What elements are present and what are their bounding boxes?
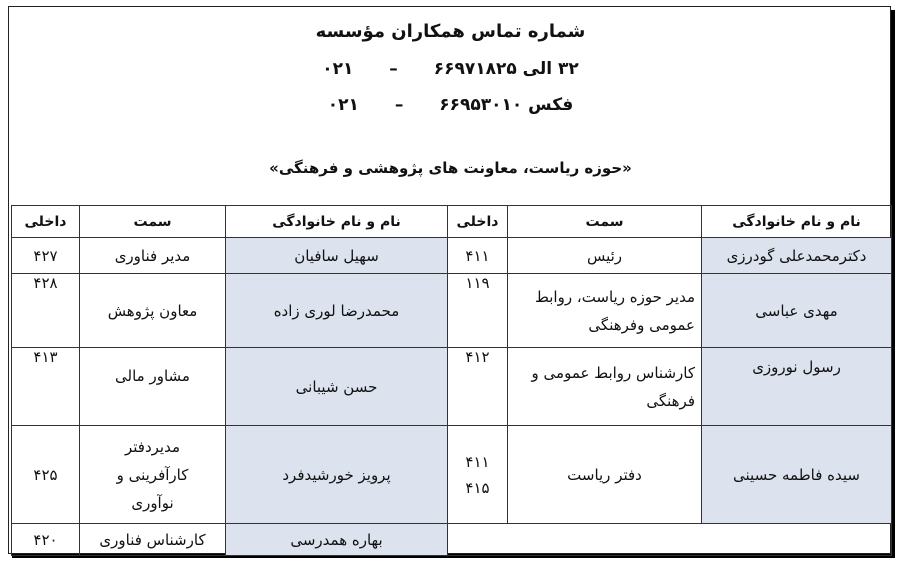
table-row: [12, 524, 892, 556]
contact-ext: ۴۱۳: [12, 348, 80, 426]
empty-cell: [448, 524, 892, 556]
contact-name: دکترمحمدعلی گودرزی: [702, 238, 892, 274]
contact-name: سیده فاطمه حسینی: [702, 426, 892, 524]
col-header-name: نام و نام خانوادگی: [702, 206, 892, 238]
contact-ext: ۴۲۷: [12, 238, 80, 274]
contact-position: دفتر ریاست: [508, 426, 702, 524]
contact-position: کارشناس فناوری: [80, 524, 226, 556]
contact-ext: [448, 426, 508, 524]
contact-ext: ۴۲۸: [12, 274, 80, 348]
contact-position: کارشناس روابط عمومی و فرهنگی: [508, 348, 702, 426]
contact-ext: ۴۲۰: [12, 524, 80, 556]
contacts-table: [11, 205, 892, 556]
contact-position: مدیر فناوری: [80, 238, 226, 274]
contact-name: رسول نوروزی: [702, 348, 892, 426]
contact-ext: ۴۱۲: [448, 348, 508, 426]
col-header-ext: داخلی: [448, 206, 508, 238]
contact-position: مدیردفتر کارآفرینی و نوآوری: [80, 426, 226, 524]
col-header-name: نام و نام خانوادگی: [226, 206, 448, 238]
contact-position: معاون پژوهش: [80, 274, 226, 348]
contact-ext-secondary: ۴۱۵: [465, 478, 490, 497]
contact-name: سهیل سافیان: [226, 238, 448, 274]
contact-ext: ۴۱۱: [448, 238, 508, 274]
contact-name: مهدی عباسی: [702, 274, 892, 348]
page-title: شماره تماس همکاران مؤسسه: [315, 21, 586, 42]
contact-name: محمدرضا لوری زاده: [226, 274, 448, 348]
col-header-ext: داخلی: [12, 206, 80, 238]
table-header-row: [12, 206, 892, 238]
table-row: [12, 274, 892, 348]
phone-line: [9, 59, 892, 79]
fax-dash: –: [394, 95, 404, 115]
col-header-position: سمت: [80, 206, 226, 238]
contact-position: مشاور مالی: [80, 348, 226, 426]
contact-ext: ۱۱۹: [448, 274, 508, 348]
section-title: «حوزه ریاست، معاونت های پژوهشی و فرهنگی»: [269, 159, 632, 177]
phone-dash: –: [389, 59, 398, 79]
col-header-position: سمت: [508, 206, 702, 238]
phone-number: ۳۲ الی ۶۶۹۷۱۸۲۵: [433, 59, 579, 79]
contact-name: بهاره همدرسی: [226, 524, 448, 556]
fax-area-code: ۰۲۱: [327, 95, 359, 115]
contact-name: حسن شیبانی: [226, 348, 448, 426]
fax-label: فکس: [528, 95, 574, 115]
table-row: [12, 238, 892, 274]
fax-line: [9, 95, 892, 115]
contact-ext-primary: ۴۱۱: [465, 452, 490, 471]
contact-name: پرویز خورشیدفرد: [226, 426, 448, 524]
phone-area-code: ۰۲۱: [322, 59, 354, 79]
table-row: [12, 426, 892, 524]
contact-position: مدیر حوزه ریاست، روابط عمومی وفرهنگی: [508, 274, 702, 348]
document-frame: [8, 6, 891, 554]
table-row: [12, 348, 892, 426]
contact-position: رئیس: [508, 238, 702, 274]
fax-number: ۶۶۹۵۳۰۱۰: [439, 95, 523, 115]
contact-ext: ۴۲۵: [12, 426, 80, 524]
